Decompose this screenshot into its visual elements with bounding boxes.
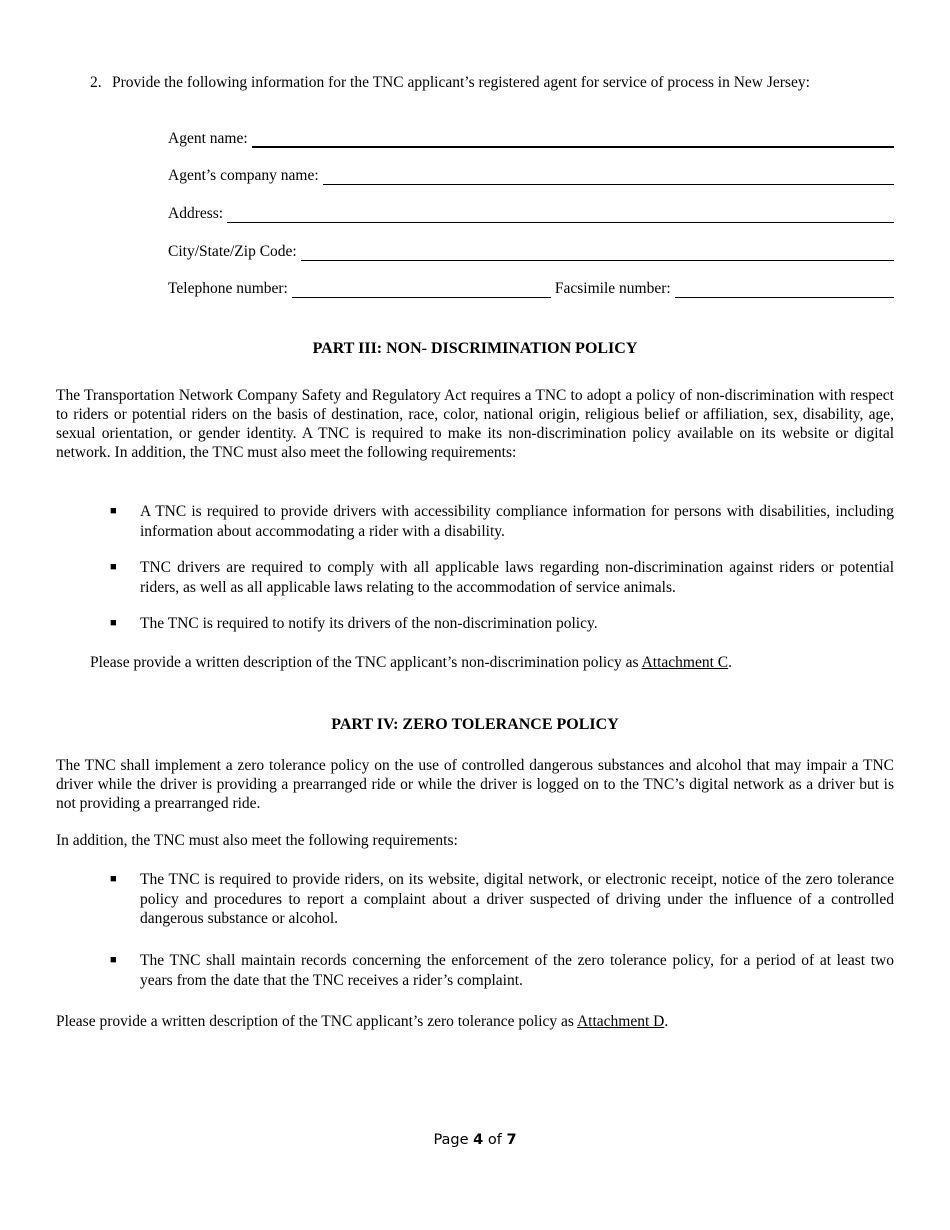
address-input[interactable] [227, 207, 894, 223]
agent-company-row [168, 163, 894, 185]
city-state-zip-row [168, 239, 894, 261]
part3-intro: The Transportation Network Company Safety and Regulatory Act requires a TNC to adopt a policy of non-discrimination with respect to riders or potential riders on the basis of destination, race, color, national origin, religious belief or affiliation, sex, disability, age, sexual orientation, or gender identity. A TNC is required to make its non-discrimination policy available on its website or digital network. In addition, the TNC must also meet the following requirements: [56, 387, 894, 461]
address-label: Address: [168, 205, 224, 222]
bullet-text: The TNC is required to notify its drivers of the non-discrimination policy. [140, 615, 598, 632]
agent-name-label: Agent name: [168, 130, 248, 147]
part4-closing [56, 1012, 668, 1031]
bullet-icon: ■ [110, 954, 117, 966]
question-2 [90, 73, 910, 92]
bullet-icon: ■ [110, 505, 117, 517]
bullet-icon: ■ [110, 561, 117, 573]
part4-heading: PART IV: ZERO TOLERANCE POLICY [331, 716, 619, 733]
part3-closing [90, 653, 732, 672]
page-footer [0, 1132, 950, 1148]
part4-intro-2: In addition, the TNC must also meet the following requirements: [56, 832, 458, 849]
agent-name-row [168, 126, 894, 148]
bullet-icon: ■ [110, 873, 117, 885]
telephone-label: Telephone number: [168, 280, 288, 297]
attachment-c-link: Attachment C [641, 654, 729, 671]
part3-heading: PART III: NON- DISCRIMINATION POLICY [312, 340, 638, 357]
facsimile-input[interactable] [675, 282, 894, 298]
question-text: Provide the following information for the TNC applicant’s registered agent for service of process in New Jersey: [112, 74, 810, 91]
closing-text: Please provide a written description of the TNC applicant’s non-discrimination policy as [90, 654, 642, 671]
footer-current-page: 4 [473, 1132, 484, 1148]
facsimile-label: Facsimile number: [554, 280, 671, 297]
agent-company-input[interactable] [323, 169, 894, 185]
bullet-text: A TNC is required to provide drivers with accessibility compliance information for persons with disabilities, including information about accommodating a rider with a disability. [140, 503, 894, 540]
closing-period: . [664, 1013, 669, 1030]
agent-company-label: Agent’s company name: [168, 167, 319, 184]
agent-name-input[interactable] [252, 131, 894, 148]
footer-page-word: Page [433, 1132, 469, 1148]
closing-period: . [728, 654, 732, 671]
phone-fax-row [168, 276, 894, 298]
part4-intro: The TNC shall implement a zero tolerance policy on the use of controlled dangerous substances and alcohol that may impair a TNC driver while the driver is providing a prearranged ride or while the driver is logged on to the TNC’s digital network as a driver but is not providing a prearranged ride. [56, 757, 894, 812]
city-state-zip-input[interactable] [301, 245, 894, 261]
bullet-text: The TNC is required to provide riders, on its website, digital network, or electronic receipt, notice of the zero tolerance policy and procedures to report a complaint about a driver suspected of driving under the influence of a controlled dangerous substance or alcohol. [140, 871, 894, 927]
closing-text: Please provide a written description of the TNC applicant’s zero tolerance policy as [56, 1013, 577, 1030]
address-row [168, 201, 894, 223]
attachment-d-link: Attachment D [576, 1013, 665, 1030]
bullet-text: TNC drivers are required to comply with all applicable laws regarding non-discrimination against riders or potential riders, as well as all applicable laws relating to the accommodation of service animals. [140, 559, 894, 596]
telephone-input[interactable] [292, 282, 551, 298]
footer-of-word: of [487, 1132, 502, 1148]
question-number: 2. [90, 74, 102, 91]
footer-total-pages: 7 [506, 1132, 517, 1148]
bullet-text: The TNC shall maintain records concerning the enforcement of the zero tolerance policy, for a period of at least two years from the date that the TNC receives a rider’s complaint. [140, 952, 894, 989]
bullet-icon: ■ [110, 617, 117, 629]
city-state-zip-label: City/State/Zip Code: [168, 243, 297, 260]
